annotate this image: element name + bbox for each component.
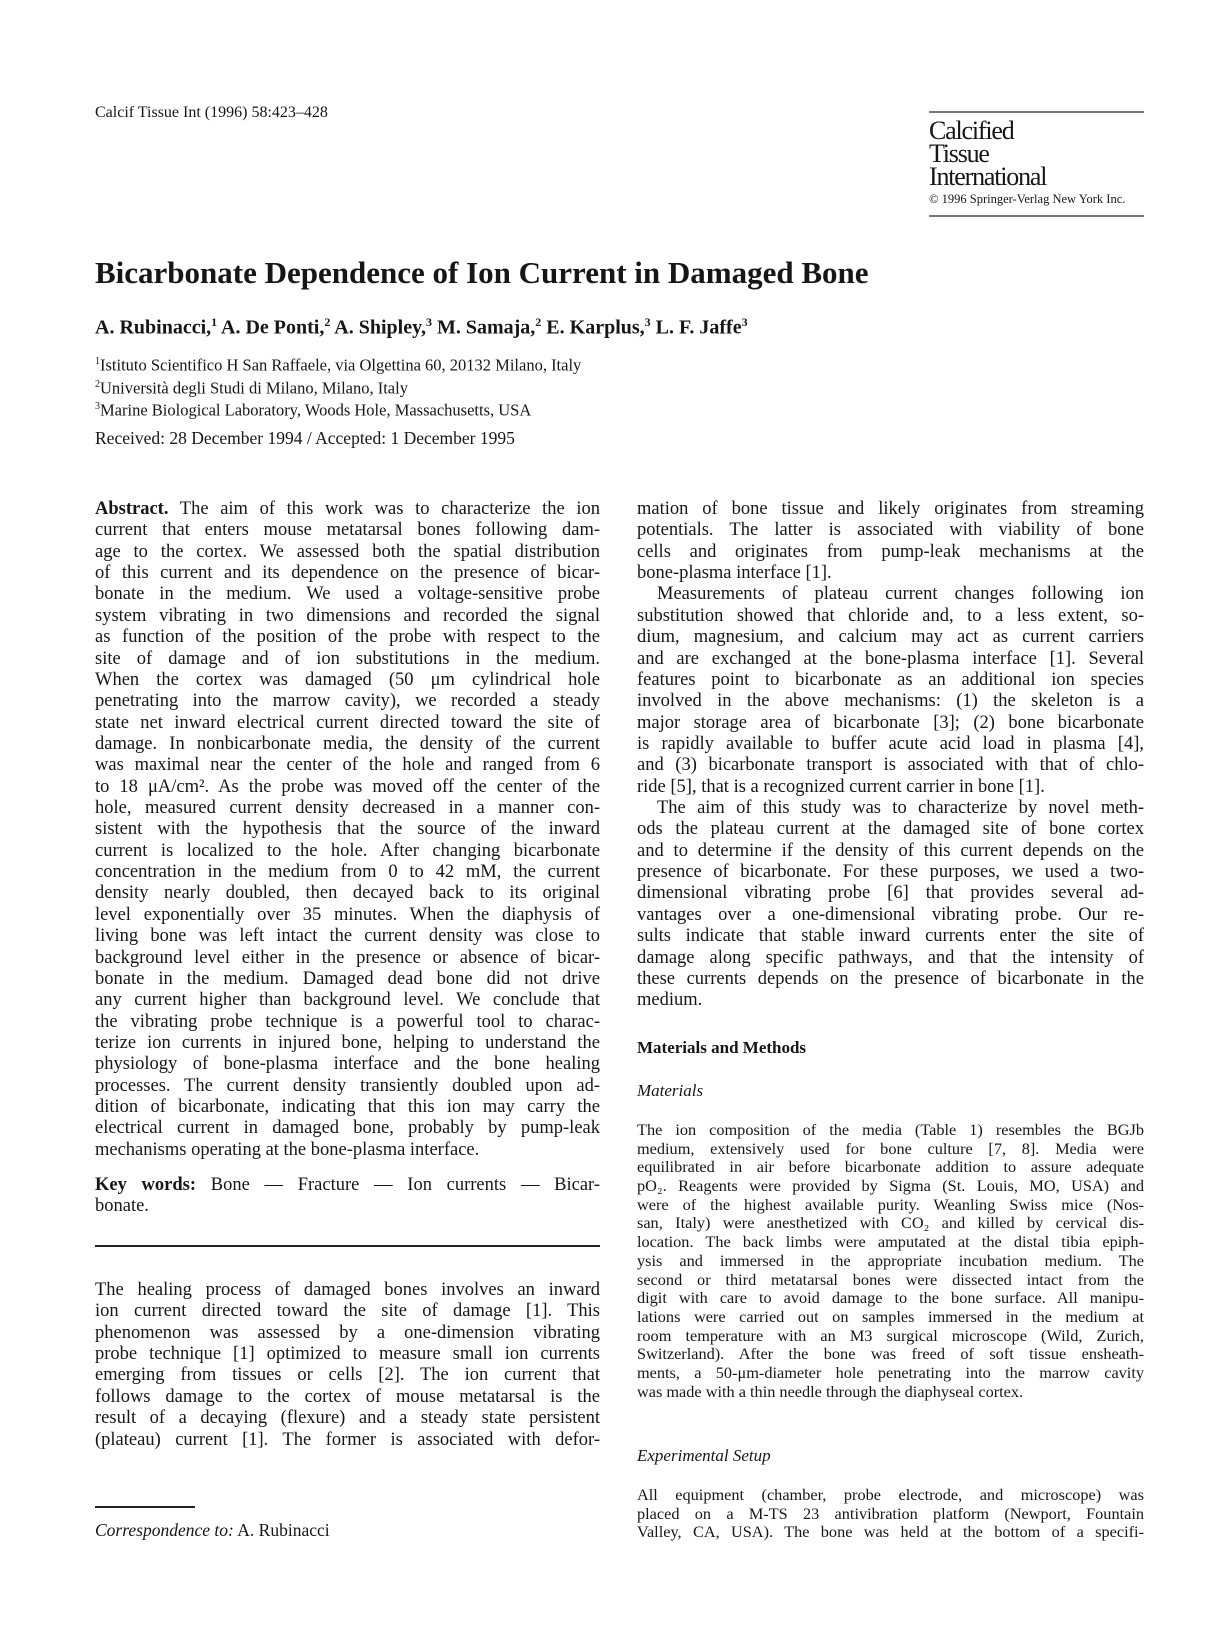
affiliation-number: 3 — [95, 401, 100, 412]
correspondence-name: A. Rubinacci — [237, 1520, 330, 1540]
text-line: result of a decaying (flexure) and a steady state persistent — [95, 1408, 600, 1429]
affiliation-marker: 1 — [211, 315, 218, 329]
text-line: san, Italy) were anesthetized with CO₂ and killed by cervical dis- — [637, 1214, 1144, 1233]
section-heading-methods: Materials and Methods — [637, 1038, 807, 1057]
abstract — [95, 499, 600, 1161]
text-line: emerging from tissues or cells [2]. The ion current that — [95, 1365, 600, 1386]
text-line: Measurements of plateau current changes following ion — [657, 584, 1144, 605]
text-line: All equipment (chamber, probe electrode, and microscope) was — [637, 1486, 1144, 1504]
affiliation — [95, 352, 581, 375]
text-line: dimensional vibrating probe [6] that provides several ad- — [637, 883, 1144, 904]
correspondence-label: Correspondence to: — [95, 1520, 234, 1540]
author-name: E. Karplus, — [546, 316, 645, 339]
text-line: the vibrating probe technique is a powerful tool to charac- — [95, 1011, 600, 1032]
text-line: Valley, CA, USA). The bone was held at the bottom of a specifi- — [637, 1523, 1144, 1542]
text-line: and to determine if the density of this current depends on the — [637, 840, 1144, 861]
text-line: processes. The current density transiently doubled upon ad- — [95, 1075, 600, 1096]
affiliation-text: Istituto Scientifico H San Raffaele, via Olgettina 60, 20132 Milano, Italy — [100, 355, 582, 375]
setup-text — [637, 1486, 1144, 1542]
text-line: pO₂. Reagents were provided by Sigma (St. Louis, MO, USA) and — [637, 1177, 1144, 1196]
text-line: background level either in the presence or absence of bicar- — [95, 947, 600, 968]
author-name: M. Samaja, — [436, 316, 536, 339]
text-line: medium. — [637, 990, 703, 1011]
text-line: these currents depends on the presence of bicarbonate in the — [637, 968, 1144, 989]
text-line: any current higher than background level. We conclude that — [95, 990, 600, 1011]
lead-label: Key words: — [95, 1175, 197, 1195]
author-name: A. Rubinacci, — [95, 316, 212, 339]
text-line: digit with care to avoid damage to the bone surface. All manipu- — [637, 1289, 1144, 1308]
text-line: equilibrated in air before bicarbonate addition to assure adequate — [637, 1158, 1144, 1177]
text-line: as function of the position of the probe with respect to the — [95, 627, 600, 648]
footnote-rule — [95, 1506, 195, 1508]
copyright: © 1996 Springer-Verlag New York Inc. — [929, 192, 1126, 206]
text-line: ods the plateau current at the damaged site of bone cortex — [637, 819, 1144, 840]
materials-text — [637, 1121, 1144, 1401]
text-line: dition of bicarbonate, indicating that this ion may carry the — [95, 1097, 600, 1118]
text-line: dium, magnesium, and calcium may act as current carriers — [637, 627, 1144, 648]
logo-top-rule — [929, 111, 1144, 113]
affiliation-marker: 3 — [741, 315, 748, 329]
text-line: was made with a thin needle through the diaphyseal cortex. — [637, 1382, 1024, 1401]
text-line: current is localized to the hole. After changing bicarbonate — [95, 840, 600, 861]
text-line: of this current and its dependence on the presence of bicar- — [95, 563, 600, 584]
affiliation — [95, 397, 581, 420]
affiliation-number: 2 — [95, 378, 100, 390]
text-line: involved in the above mechanisms: (1) the skeleton is a — [637, 691, 1144, 712]
text-line: second or third metatarsal bones were dissected intact from the — [637, 1270, 1144, 1289]
text-line: damage along specific pathways, and that the intensity of — [637, 947, 1144, 968]
text-run: Bone — Fracture — Ion currents — Bicar- — [196, 1175, 600, 1195]
text-line: location. The back limbs were amputated at the distal tibia epiph- — [637, 1233, 1144, 1252]
text-line: bonate in the medium. We used a voltage-sensitive probe — [95, 584, 600, 605]
logo-bottom-rule — [929, 215, 1144, 217]
text-run: The aim of this work was to characterize the ion — [168, 499, 600, 519]
text-line: potentials. The latter is associated with viability of bone — [637, 520, 1144, 541]
affiliation-marker: 2 — [535, 315, 542, 329]
text-line: damage. In nonbicarbonate media, the density of the current — [95, 733, 600, 754]
text-line: ments, a 50-μm-diameter hole penetrating into the marrow cavity — [637, 1363, 1144, 1382]
affiliation-text: Marine Biological Laboratory, Woods Hole, Massachusetts, USA — [100, 400, 532, 420]
text-line: presence of bicarbonate. For these purposes, we used a two- — [637, 862, 1144, 883]
text-line: lations were carried out on samples immersed in the medium at — [637, 1307, 1144, 1326]
text-line: placed on a M-TS 23 antivibration platform (Newport, Fountain — [637, 1504, 1144, 1523]
text-line: cells and originates from pump-leak mechanisms at the — [637, 541, 1144, 562]
text-line: The healing process of damaged bones involves an inward — [95, 1280, 600, 1300]
text-line: sults indicate that stable inward currents enter the site of — [637, 926, 1144, 947]
section-divider — [95, 1245, 600, 1247]
text-line: state net inward electrical current directed toward the site of — [95, 712, 600, 733]
text-line: terize ion currents in injured bone, helping to understand the — [95, 1032, 600, 1053]
text-line: When the cortex was damaged (50 μm cylindrical hole — [95, 669, 600, 690]
affiliation-marker: 3 — [644, 315, 651, 329]
text-line: electrical current in damaged bone, probably by pump-leak — [95, 1118, 600, 1139]
introduction-left — [95, 1280, 600, 1451]
text-line: features point to bicarbonate as an additional ion species — [637, 669, 1144, 690]
received-dates: Received: 28 December 1994 / Accepted: 1 December 1995 — [95, 428, 515, 448]
author-list — [95, 315, 748, 340]
text-line: living bone was left intact the current density was close to — [95, 926, 600, 947]
correspondence — [95, 1520, 330, 1541]
introduction-right — [637, 499, 1144, 1012]
text-line: were of the highest available purity. Weanling Swiss mice (Nos- — [637, 1195, 1144, 1214]
subsection-heading-setup: Experimental Setup — [637, 1446, 771, 1465]
text-line: room temperature with an M3 surgical microscope (Wild, Zurich, — [637, 1326, 1144, 1345]
text-line: bone-plasma interface [1]. — [637, 563, 832, 584]
author-name: A. De Ponti, — [221, 316, 325, 339]
text-line: mation of bone tissue and likely originates from streaming — [637, 499, 1144, 519]
text-line: ride [5], that is a recognized current carrier in bone [1]. — [637, 776, 1045, 797]
text-line: probe technique [1] optimized to measure small ion currents — [95, 1344, 600, 1365]
text-line — [95, 499, 600, 520]
text-line: age to the cortex. We assessed both the spatial distribution — [95, 541, 600, 562]
logo-word: International — [929, 162, 1047, 191]
text-line: ion current directed toward the site of damage [1]. This — [95, 1301, 600, 1322]
text-line: mechanisms operating at the bone-plasma interface. — [95, 1139, 480, 1160]
affiliation — [95, 375, 581, 398]
text-line — [95, 1175, 600, 1196]
text-line: major storage area of bicarbonate [3]; (2) bone bicarbonate — [637, 712, 1144, 733]
text-line: was maximal near the center of the hole and ranged from 6 — [95, 755, 600, 776]
text-line: vantages over a one-dimensional vibrating probe. Our re- — [637, 904, 1144, 925]
logo-word: Tissue — [929, 139, 989, 168]
text-line: bonate. — [95, 1196, 149, 1217]
journal-logo — [929, 111, 1144, 217]
text-line: and are exchanged at the bone-plasma interface [1]. Several — [637, 648, 1144, 669]
text-line: system vibrating in two dimensions and recorded the signal — [95, 605, 600, 626]
lead-label: Abstract. — [95, 499, 169, 519]
text-line: Switzerland). After the bone was freed of soft tissue ensheath- — [637, 1345, 1144, 1364]
logo-word: Calcified — [929, 116, 1014, 145]
paper-title: Bicarbonate Dependence of Ion Current in Damaged Bone — [95, 255, 869, 290]
author-name: A. Shipley, — [334, 316, 426, 339]
text-line: current that enters mouse metatarsal bones following dam- — [95, 520, 600, 541]
text-line: bonate in the medium. Damaged dead bone did not drive — [95, 968, 600, 989]
text-line: (plateau) current [1]. The former is associated with defor- — [95, 1429, 600, 1450]
text-line: sistent with the hypothesis that the source of the inward — [95, 819, 600, 840]
text-line: density nearly doubled, then decayed back to its original — [95, 883, 600, 904]
affiliations — [95, 352, 581, 420]
affiliation-text: Università degli Studi di Milano, Milano, Italy — [100, 378, 408, 397]
text-line: medium, extensively used for bone culture [7, 8]. Media were — [637, 1139, 1144, 1158]
text-line: hole, measured current density decreased in a manner con- — [95, 798, 600, 819]
text-line: physiology of bone-plasma interface and the bone healing — [95, 1054, 600, 1075]
text-line: The aim of this study was to characterize by novel meth- — [657, 798, 1144, 819]
subsection-heading-materials: Materials — [637, 1081, 704, 1100]
text-line: site of damage and of ion substitutions in the medium. — [95, 648, 600, 669]
author-name: L. F. Jaffe — [655, 316, 742, 339]
text-line: The ion composition of the media (Table 1) resembles the BGJb — [637, 1121, 1144, 1139]
affiliation-marker: 3 — [425, 315, 432, 329]
affiliation-number: 1 — [95, 356, 100, 367]
text-line: concentration in the medium from 0 to 42 mM, the current — [95, 862, 600, 883]
text-line: ysis and immersed in the appropriate incubation medium. The — [637, 1251, 1144, 1270]
running-head: Calcif Tissue Int (1996) 58:423–428 — [95, 104, 328, 121]
text-line: to 18 μA/cm². As the probe was moved off the center of the — [95, 776, 600, 797]
text-line: substitution showed that chloride and, to a less extent, so- — [637, 605, 1144, 626]
text-line: follows damage to the cortex of mouse metatarsal is the — [95, 1386, 600, 1407]
text-line: level exponentially over 35 minutes. When the diaphysis of — [95, 904, 600, 925]
text-line: and (3) bicarbonate transport is associated with that of chlo- — [637, 755, 1144, 776]
keywords — [95, 1175, 600, 1218]
text-line: penetrating into the marrow cavity), we recorded a steady — [95, 691, 600, 712]
text-line: is rapidly available to buffer acute acid load in plasma [4], — [637, 733, 1144, 754]
text-line: phenomenon was assessed by a one-dimension vibrating — [95, 1322, 600, 1343]
affiliation-marker: 2 — [324, 315, 331, 329]
